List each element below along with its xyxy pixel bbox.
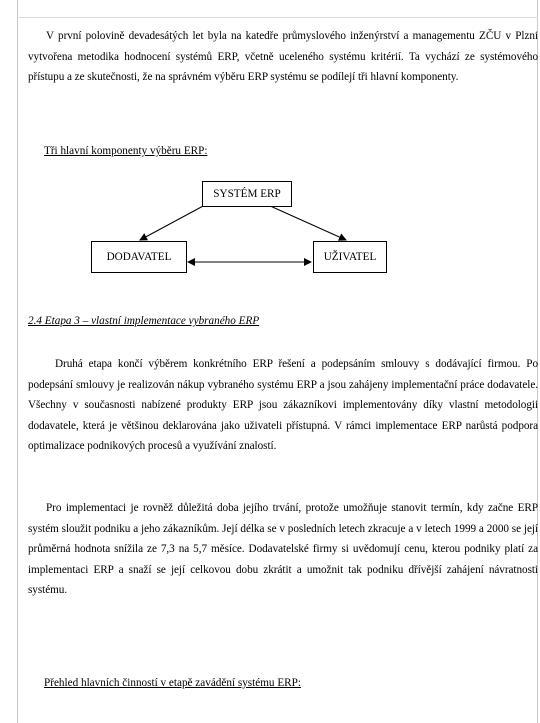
arrow-to-user <box>268 205 346 240</box>
intro-paragraph: V první polovině devadesátých let byla na katedře průmyslového inženýrství a managementu ZČU v Plzni vytvořena metodika hodnocení systémů ERP, včetně uceleného systému kritérií. Ta vychází ze systémového přístupu a ze skutečnosti, že na správném výběru ERP systému se podílejí tři hlavní komponenty. <box>28 30 538 83</box>
section-title: 2.4 Etapa 3 – vlastní implementace vybraného ERP <box>28 315 260 327</box>
supplier-label: DODAVATEL <box>106 251 172 263</box>
system-erp-label: SYSTÉM ERP <box>213 188 281 200</box>
user-label: UŽIVATEL <box>323 251 377 263</box>
user-box <box>313 241 387 273</box>
duration-paragraph: Pro implementaci je rovněž důležitá doba jejího trvání, protože umožňuje stanovit termín, kdy začne ERP systém sloužit podniku a jeho zákazníkům. Její délka se v posledních letech zkracuje a v letech 1999 a 2000 se její průměrná hodnota snížila ze 7,3 na 5,7 měsíce. Dodavatelské firmy si uvědomují cenu, kterou podniky platí za implementaci ERP a snaží se její celkovou dobu zkrátit a umožnit tak podniku dřívější zahájení návratnosti systému. <box>28 502 538 596</box>
diagram-arrows <box>0 0 540 300</box>
overview-heading: Přehled hlavních činností v etapě zavádění systému ERP: <box>44 677 301 689</box>
arrow-to-supplier <box>140 205 205 240</box>
system-erp-box <box>202 181 292 207</box>
stage-paragraph: Druhá etapa končí výběrem konkrétního ERP řešení a podepsáním smlouvy s dodávající firmou. Po podepsání smlouvy je realizován nákup vybraného systému ERP a jsou zahájeny implementační práce dodavatele. Všechny v současnosti nabízené produkty ERP jsou zákazníkovi implementovány díky vlastní metodologii dodavatele, která je většinou deklarována jako uživateli přístupná. V rámci implementace ERP narůstá podpora optimalizace podnikových procesů a využívání znalostí. <box>28 358 538 452</box>
supplier-box <box>91 241 187 273</box>
components-heading: Tři hlavní komponenty výběru ERP: <box>44 145 208 157</box>
